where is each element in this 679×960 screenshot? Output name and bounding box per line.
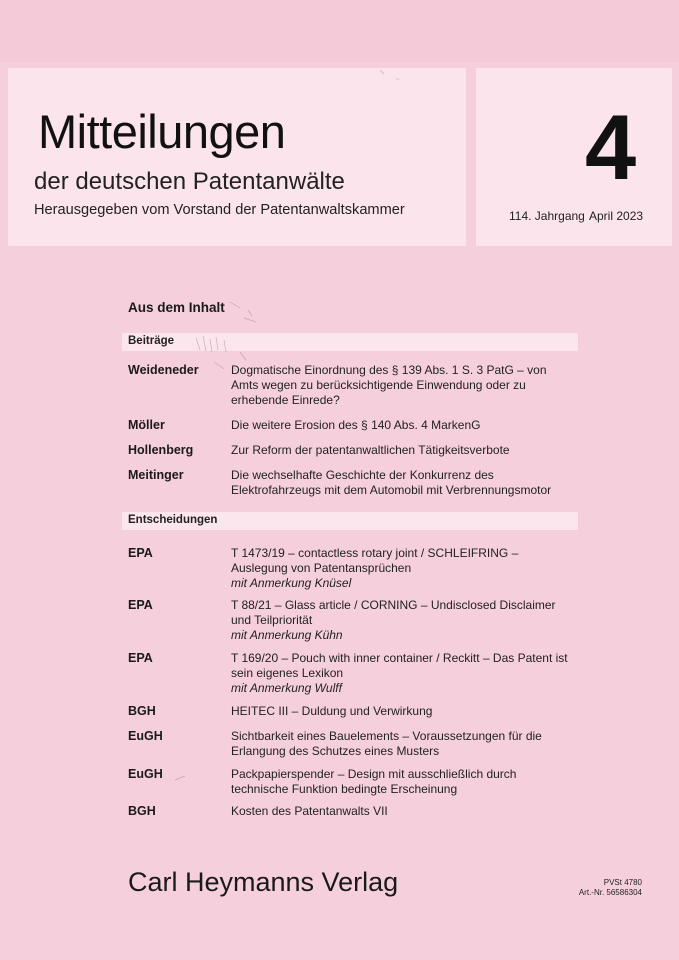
list-item <box>128 729 578 760</box>
entry-author: EPA <box>128 651 153 665</box>
entry-author: EuGH <box>128 767 163 781</box>
pvst-number: PVSt 4780 <box>603 878 642 887</box>
entry-author: Möller <box>128 418 165 432</box>
list-item <box>128 804 578 820</box>
entry-title: Sichtbarkeit eines Bauelements – Voraussetzungen für die Erlangung des Schutzes eines Musters <box>231 729 542 758</box>
entry-title: Dogmatische Einordnung des § 139 Abs. 1 S. 3 PatG – von Amts wegen zu berücksichtigende Einwendung oder zu erhebende Einrede? <box>231 363 547 407</box>
section-label: Beiträge <box>128 335 175 347</box>
entry-title: Packpapierspender – Design mit ausschließlich durch technische Funktion bedingte Erscheinung <box>231 767 517 796</box>
publisher-line: Herausgegeben vom Vorstand der Patentanwaltskammer <box>34 202 405 218</box>
entry-author: Weideneder <box>128 363 199 377</box>
toc-heading: Aus dem Inhalt <box>128 300 225 315</box>
entry-author: EPA <box>128 546 153 560</box>
postal-info <box>560 878 642 898</box>
entry-title: Kosten des Patentanwalts VII <box>231 804 388 818</box>
entry-note: mit Anmerkung Wulff <box>231 681 342 695</box>
entry-title <box>231 651 576 696</box>
entry-text: T 1473/19 – contactless rotary joint / SCHLEIFRING – Auslegung von Patentansprüchen <box>231 546 519 575</box>
entry-note: mit Anmerkung Knüsel <box>231 576 352 590</box>
list-item <box>128 651 578 697</box>
top-edge-strip <box>0 0 679 62</box>
section-header-beitraege <box>122 333 578 351</box>
issue-date: April 2023 <box>589 209 644 223</box>
section-label: Entscheidungen <box>128 514 218 526</box>
entry-note: mit Anmerkung Kühn <box>231 628 343 642</box>
entry-author: EuGH <box>128 729 163 743</box>
entry-author: Meitinger <box>128 468 184 482</box>
magazine-subtitle: der deutschen Patentanwälte <box>34 168 345 195</box>
list-item <box>128 363 578 409</box>
magazine-title: Mitteilungen <box>38 105 286 158</box>
entry-text: T 88/21 – Glass article / CORNING – Undisclosed Disclaimer und Teilpriorität <box>231 598 556 627</box>
entry-author: BGH <box>128 804 156 818</box>
article-number: Art.-Nr. 56586304 <box>578 888 642 897</box>
publisher-name: Carl Heymanns Verlag <box>128 867 399 897</box>
volume-label: 114. Jahrgang <box>509 209 585 223</box>
entry-title: Die wechselhafte Geschichte der Konkurrenz des Elektrofahrzeugs mit dem Automobil mit Verbrennungsmotor <box>231 468 552 497</box>
entry-title <box>231 598 576 643</box>
entry-author: EPA <box>128 598 153 612</box>
list-item <box>128 767 578 798</box>
list-item <box>128 443 578 459</box>
entry-author: Hollenberg <box>128 443 194 457</box>
list-item <box>128 468 578 499</box>
entry-author: BGH <box>128 704 156 718</box>
issue-number: 4 <box>585 97 637 199</box>
entry-text: T 169/20 – Pouch with inner container / Reckitt – Das Patent ist sein eigenes Lexikon <box>231 651 568 680</box>
entry-title <box>231 546 576 591</box>
entry-title: Zur Reform der patentanwaltlichen Tätigkeitsverbote <box>231 443 510 457</box>
entry-title: HEITEC III – Duldung und Verwirkung <box>231 704 433 718</box>
list-item <box>128 546 578 592</box>
list-item <box>128 704 578 720</box>
section-header-entscheidungen <box>122 512 578 530</box>
entry-title: Die weitere Erosion des § 140 Abs. 4 MarkenG <box>231 418 481 432</box>
list-item <box>128 598 578 644</box>
list-item <box>128 418 578 434</box>
